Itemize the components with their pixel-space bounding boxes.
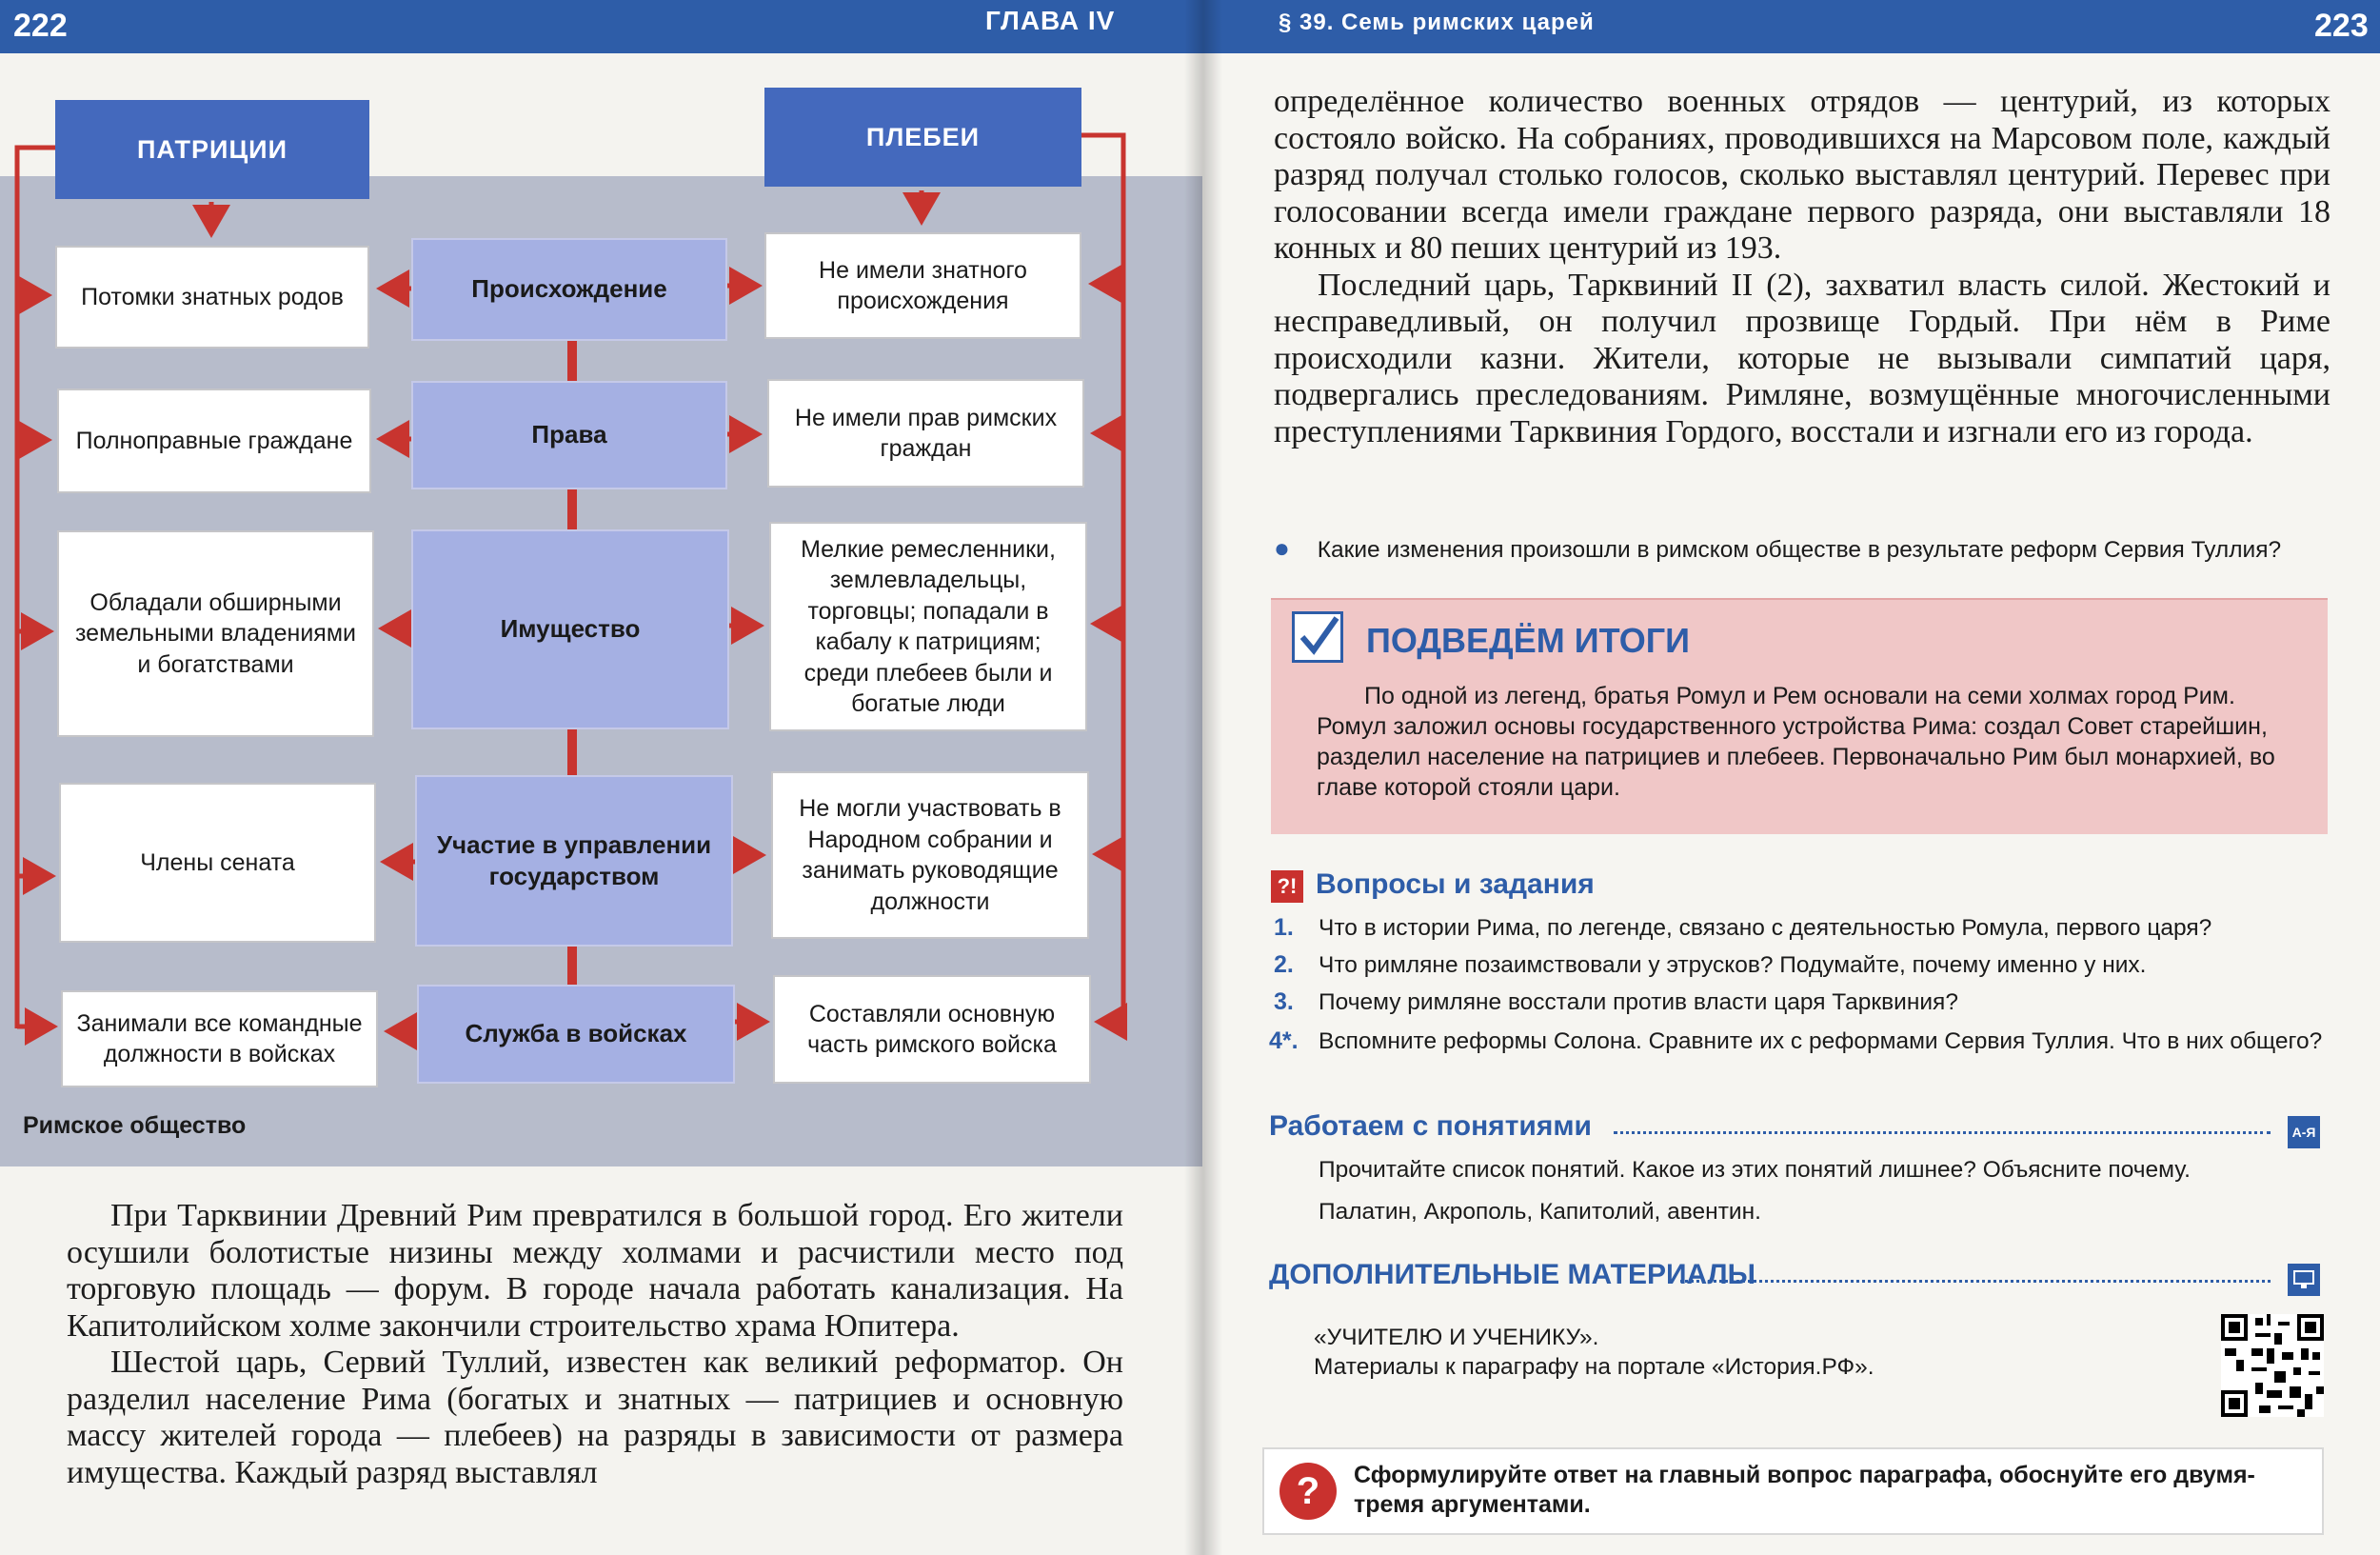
left-body-text <box>67 1198 1123 1491</box>
concepts-task: Прочитайте список понятий. Какое из этих понятий лишнее? Объясните почему. <box>1319 1157 2191 1183</box>
patricians-item: Занимали все командные должности в войсках <box>61 990 378 1087</box>
review-question <box>1274 533 2330 564</box>
questions-icon: ?! <box>1271 870 1303 903</box>
plebeians-item: Мелкие ремесленники, землевладельцы, торговцы; попадали в кабалу к патрициям; среди плебеев были и богатые люди <box>769 522 1087 731</box>
plebeians-item: Не имели знатного происхождения <box>764 232 1081 339</box>
question-text: Почему римляне восстали против власти царя Тарквиния? <box>1319 989 1958 1015</box>
extra-line-2[interactable]: Материалы к параграфу на портале «История.РФ». <box>1314 1354 1874 1380</box>
chapter-title: ГЛАВА IV <box>985 6 1116 35</box>
question-number: 4*. <box>1269 1027 1299 1054</box>
paragraph: При Тарквинии Древний Рим превратился в большой город. Его жители осушили болотистые низины между холмами и расчистили место под торговую площадь — форум. В городе начала работать канализация. На Капитолийском холме закончили строительство храма Юпитера. <box>67 1198 1123 1344</box>
paragraph: определённое количество военных отрядов — центурий, из которых состояло войско. На собраниях, проводившихся на Марсовом поле, каждый разряд получал столько голосов, сколько выставлял центурий. Перевес при голосовании всегда имели граждане первого разряда, они выставляли 18 конных и 80 пеших центурий из 193. <box>1274 84 2330 266</box>
question-text: Вспомните реформы Солона. Сравните их с реформами Сервия Туллия. Что в них общего? <box>1319 1028 2323 1054</box>
questions-title: Вопросы и задания <box>1316 868 1595 900</box>
patricians-header: ПАТРИЦИИ <box>55 100 369 199</box>
monitor-icon <box>2288 1264 2320 1296</box>
dotted-leader <box>1614 1131 2271 1134</box>
diagram-caption: Римское общество <box>23 1112 247 1139</box>
plebeians-header: ПЛЕБЕИ <box>764 88 1081 187</box>
question-text: Что в истории Рима, по легенде, связано с деятельностью Ромула, первого царя? <box>1319 915 2212 941</box>
concepts-list: Палатин, Акрополь, Капитолий, авентин. <box>1319 1199 1761 1225</box>
criteria-property: Имущество <box>411 529 729 729</box>
summary-title: ПОДВЕДЁМ ИТОГИ <box>1366 621 1691 660</box>
criteria-military: Служба в войсках <box>417 985 735 1084</box>
page-number: 222 <box>13 8 68 44</box>
dotted-leader <box>1680 1280 2271 1283</box>
right-body-text <box>1274 84 2330 450</box>
concepts-title: Работаем с понятиями <box>1269 1110 1592 1142</box>
question-number: 2. <box>1274 951 1294 978</box>
criteria-origin: Происхождение <box>411 238 727 341</box>
checkmark-icon <box>1292 611 1343 663</box>
criteria-rights: Права <box>411 381 727 489</box>
final-question-box <box>1262 1447 2324 1535</box>
patricians-item: Члены сената <box>59 783 376 943</box>
extra-line-1: «УЧИТЕЛЮ И УЧЕНИКУ». <box>1314 1325 1599 1350</box>
qr-code-icon[interactable] <box>2221 1314 2324 1417</box>
question-number: 1. <box>1274 914 1294 941</box>
dictionary-icon: А-Я <box>2288 1116 2320 1148</box>
bullet-icon: ● <box>1274 533 1290 563</box>
right-page-header <box>1202 0 2380 53</box>
question-text: Что римляне позаимствовали у этрусков? Подумайте, почему именно у них. <box>1319 952 2147 978</box>
summary-box <box>1271 598 2328 834</box>
plebeians-item: Не имели прав римских граждан <box>767 379 1084 488</box>
question-number: 3. <box>1274 988 1294 1015</box>
final-question-text: Сформулируйте ответ на главный вопрос параграфа, обоснуйте его двумя-тремя аргументами. <box>1354 1462 2255 1518</box>
question-mark-icon: ? <box>1279 1463 1337 1520</box>
extra-materials-title: ДОПОЛНИТЕЛЬНЫЕ МАТЕРИАЛЫ <box>1269 1259 1755 1290</box>
criteria-government: Участие в управлении государством <box>415 775 733 947</box>
book-gutter <box>1184 0 1222 1555</box>
patricians-item: Потомки знатных родов <box>55 246 369 349</box>
patricians-item: Полноправные граждане <box>57 389 371 493</box>
plebeians-item: Не могли участвовать в Народном собрании и занимать руководящие должности <box>771 771 1089 939</box>
review-question-text: Какие изменения произошли в римском обществе в результате реформ Сервия Туллия? <box>1317 537 2282 563</box>
patricians-item: Обладали обширными земельными владениями и богатствами <box>57 530 374 737</box>
section-title: § 39. Семь римских царей <box>1279 10 1595 35</box>
paragraph: Шестой царь, Сервий Туллий, известен как великий реформатор. Он разделил население Рима (богатых и знатных — патрициев и основную массу жителей города — плебеев) на разряды в зависимости от размера имущества. Каждый разряд выставлял <box>67 1345 1123 1490</box>
plebeians-item: Составляли основную часть римского войска <box>773 975 1091 1084</box>
summary-text: По одной из легенд, братья Ромул и Рем основали на семи холмах город Рим. Ромул заложил основы государственного устройства Рима: создал Совет старейшин, разделил население на патрициев и плебеев. Первоначально Рим был монархией, во главе которой стояли цари. <box>1317 683 2275 801</box>
page-number: 223 <box>2314 8 2369 44</box>
paragraph: Последний царь, Тарквиний II (2), захватил власть силой. Жестокий и несправедливый, он получил прозвище Гордый. При нём в Риме происходили казни. Жители, которые не вызывали симпатий царя, подвергались преследованиям. Римляне, возмущённые многочисленными преступлениями Тарквиния Гордого, восстали и изгнали его из города. <box>1274 267 2330 449</box>
